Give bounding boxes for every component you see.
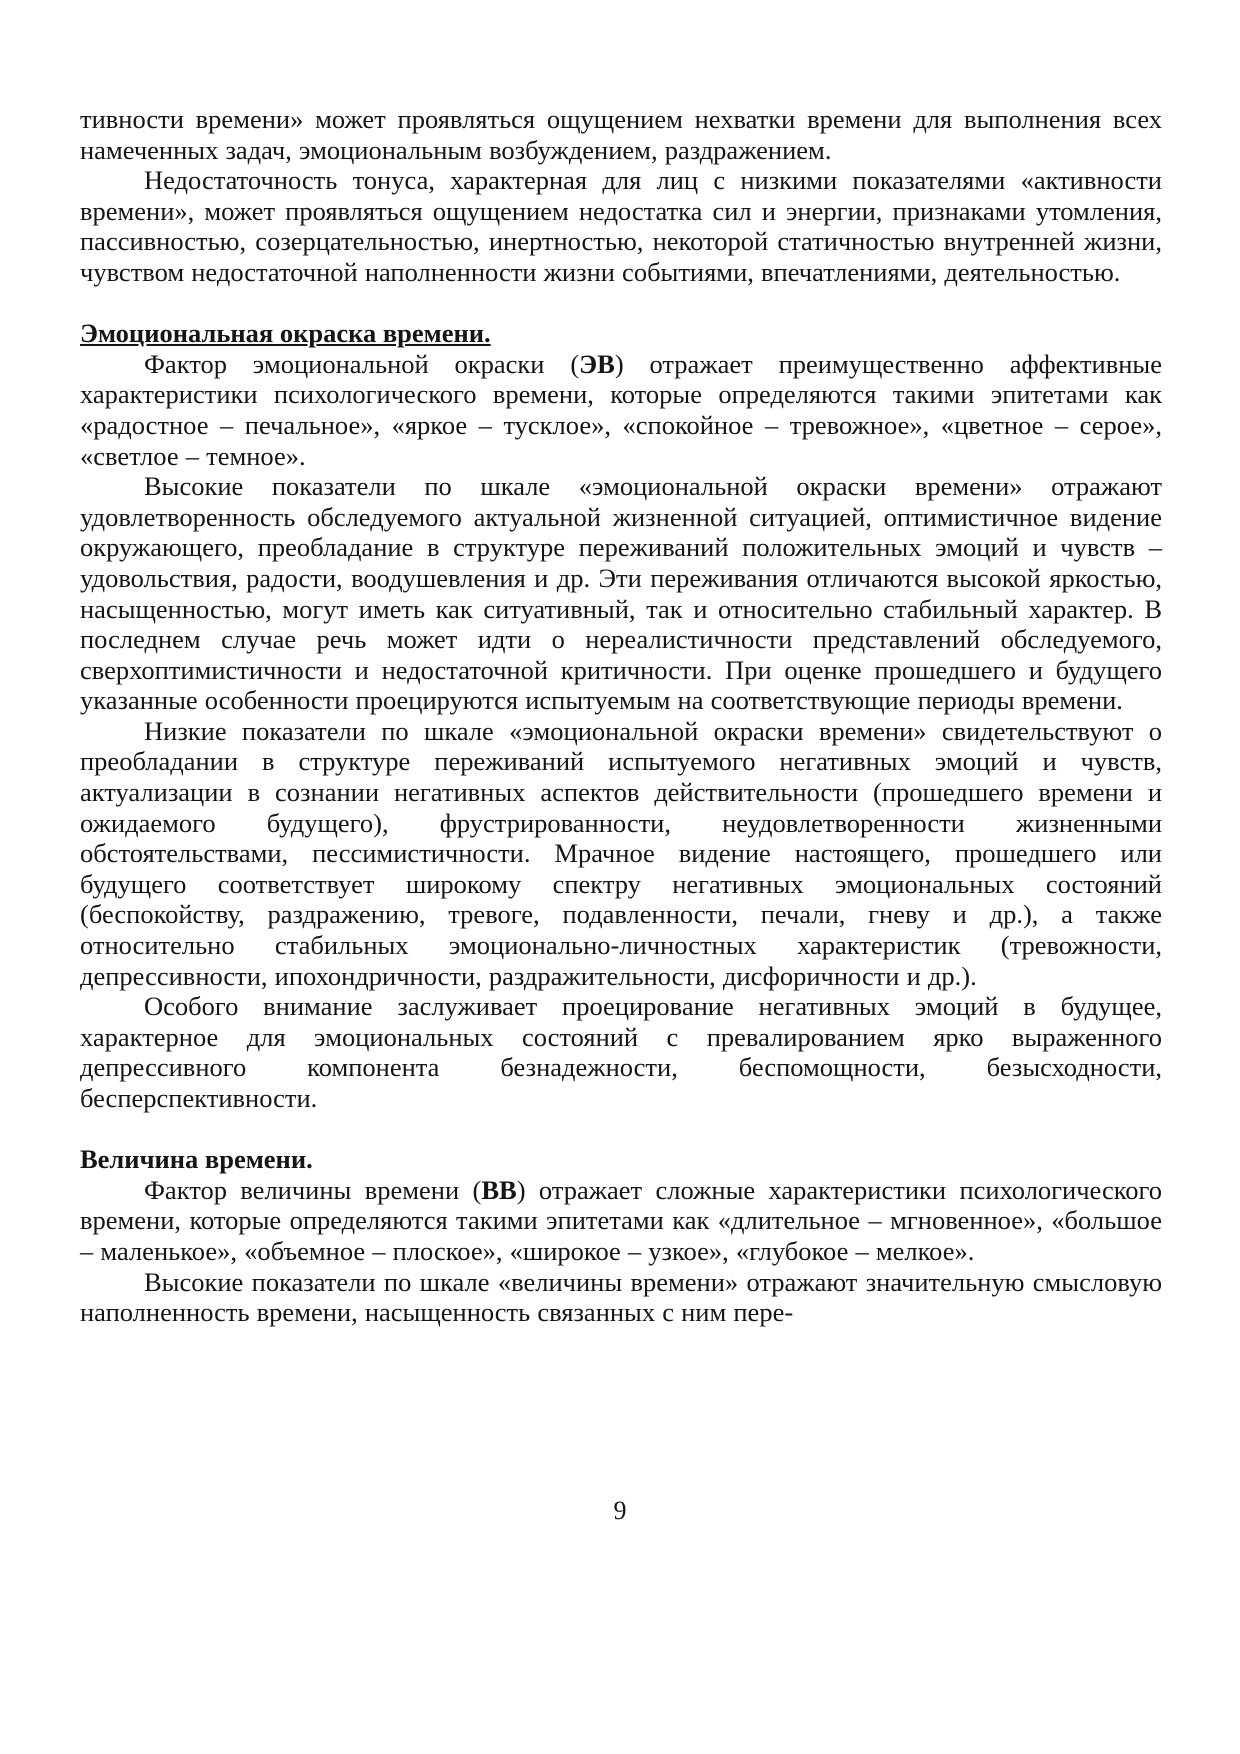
text-run: Низкие показатели по шкале «эмоциональной окраски времени» свидетельствуют о преобладании в структуре переживаний испытуемого негативных эмоций и чувств, актуализации в сознании негативных аспектов действительности (прошедшего времени и ожидаемого будущего), фрустрированности, неудовлетворенности жизненными обстоятельствами, пессимистичности. Мрачное видение настоящего, прошедшего или будущего соответствует широкому спектру негативных эмоциональных состояний (беспокойству, раздражению, тревоге, подавленности, печали, гневу и др.), а также относительно стабильных эмоционально-личностных характеристик (тревожности, депрессивности, ипохондричности, раздражительности, дисфоричности и др.). — [80, 715, 1162, 991]
text-run: тивности времени» может проявляться ощущением нехватки времени для выполнения всех намеченных задач, эмоциональным возбуждением, раздражением. — [80, 104, 1162, 165]
bold-run: ЭВ — [579, 348, 615, 379]
paragraph-activity-high-continuation — [80, 104, 1162, 165]
text-run: ) отражает преимущественно аффективные характеристики психологического времени, которые определяются такими эпитетами как «радостное – печальное», «яркое – тусклое», «спокойное – тревожное», «цветное – серое», «светлое – темное». — [80, 348, 1162, 471]
text-run: Эмоциональная окраска времени. — [80, 318, 491, 349]
text-run: Особого внимание заслуживает проецирование негативных эмоций в будущее, характерное для эмоциональных состояний с превалированием ярко выраженного депрессивного компонента безнадежности, беспомощности, безысходности, бесперспективности. — [80, 991, 1162, 1113]
text-run: Высокие показатели по шкале «эмоциональной окраски времени» отражают удовлетворенность обследуемого актуальной жизненной ситуацией, оптимистичное видение окружающего, преобладание в структуре переживаний положительных эмоций и чувств – удовольствия, радости, воодушевления и др. Эти переживания отличаются высокой яркостью, насыщенностью, могут иметь как ситуативный, так и относительно стабильный характер. В последнем случае речь может идти о нереалистичности представлений обследуемого, сверхоптимистичности и недостаточной критичности. При оценке прошедшего и будущего указанные особенности проецируются испытуемым на соответствующие периоды времени. — [80, 471, 1162, 716]
heading-emotional-coloring — [80, 318, 1162, 349]
paragraph-vv-high — [80, 1267, 1162, 1328]
paragraph-ev-low — [80, 716, 1162, 991]
text-run: ) отражает сложные характеристики психологического времени, которые определяются такими эпитетами как «длительное – мгновенное», «большое – маленькое», «объемное – плоское», «широкое – узкое», «глубокое – мелкое». — [80, 1174, 1162, 1266]
paragraph-ev-projection — [80, 991, 1162, 1113]
page-number: 9 — [613, 1496, 627, 1525]
text-run: Высокие показатели по шкале «величины времени» отражают значительную смысловую наполненность времени, насыщенность связанных с ним пере- — [80, 1266, 1162, 1328]
heading-time-magnitude — [80, 1144, 1162, 1175]
paragraph-ev-high — [80, 471, 1162, 716]
text-run: Величина времени. — [80, 1144, 313, 1175]
text-run: Фактор эмоциональной окраски ( — [144, 348, 580, 379]
text-run: Фактор величины времени ( — [144, 1174, 482, 1205]
paragraph-ev-factor — [80, 349, 1162, 471]
bold-run: ВВ — [481, 1174, 517, 1205]
paragraph-activity-low — [80, 165, 1162, 287]
page-content — [80, 104, 1162, 1328]
text-run: Недостаточность тонуса, характерная для лиц с низкими показателями «активности времени», может проявляться ощущением недостатка сил и энергии, признаками утомления, пассивностью, созерцательностью, инертностью, некоторой статичностью внутренней жизни, чувством недостаточной наполненности жизни событиями, впечатлениями, деятельностью. — [80, 165, 1162, 287]
paragraph-vv-factor — [80, 1175, 1162, 1267]
